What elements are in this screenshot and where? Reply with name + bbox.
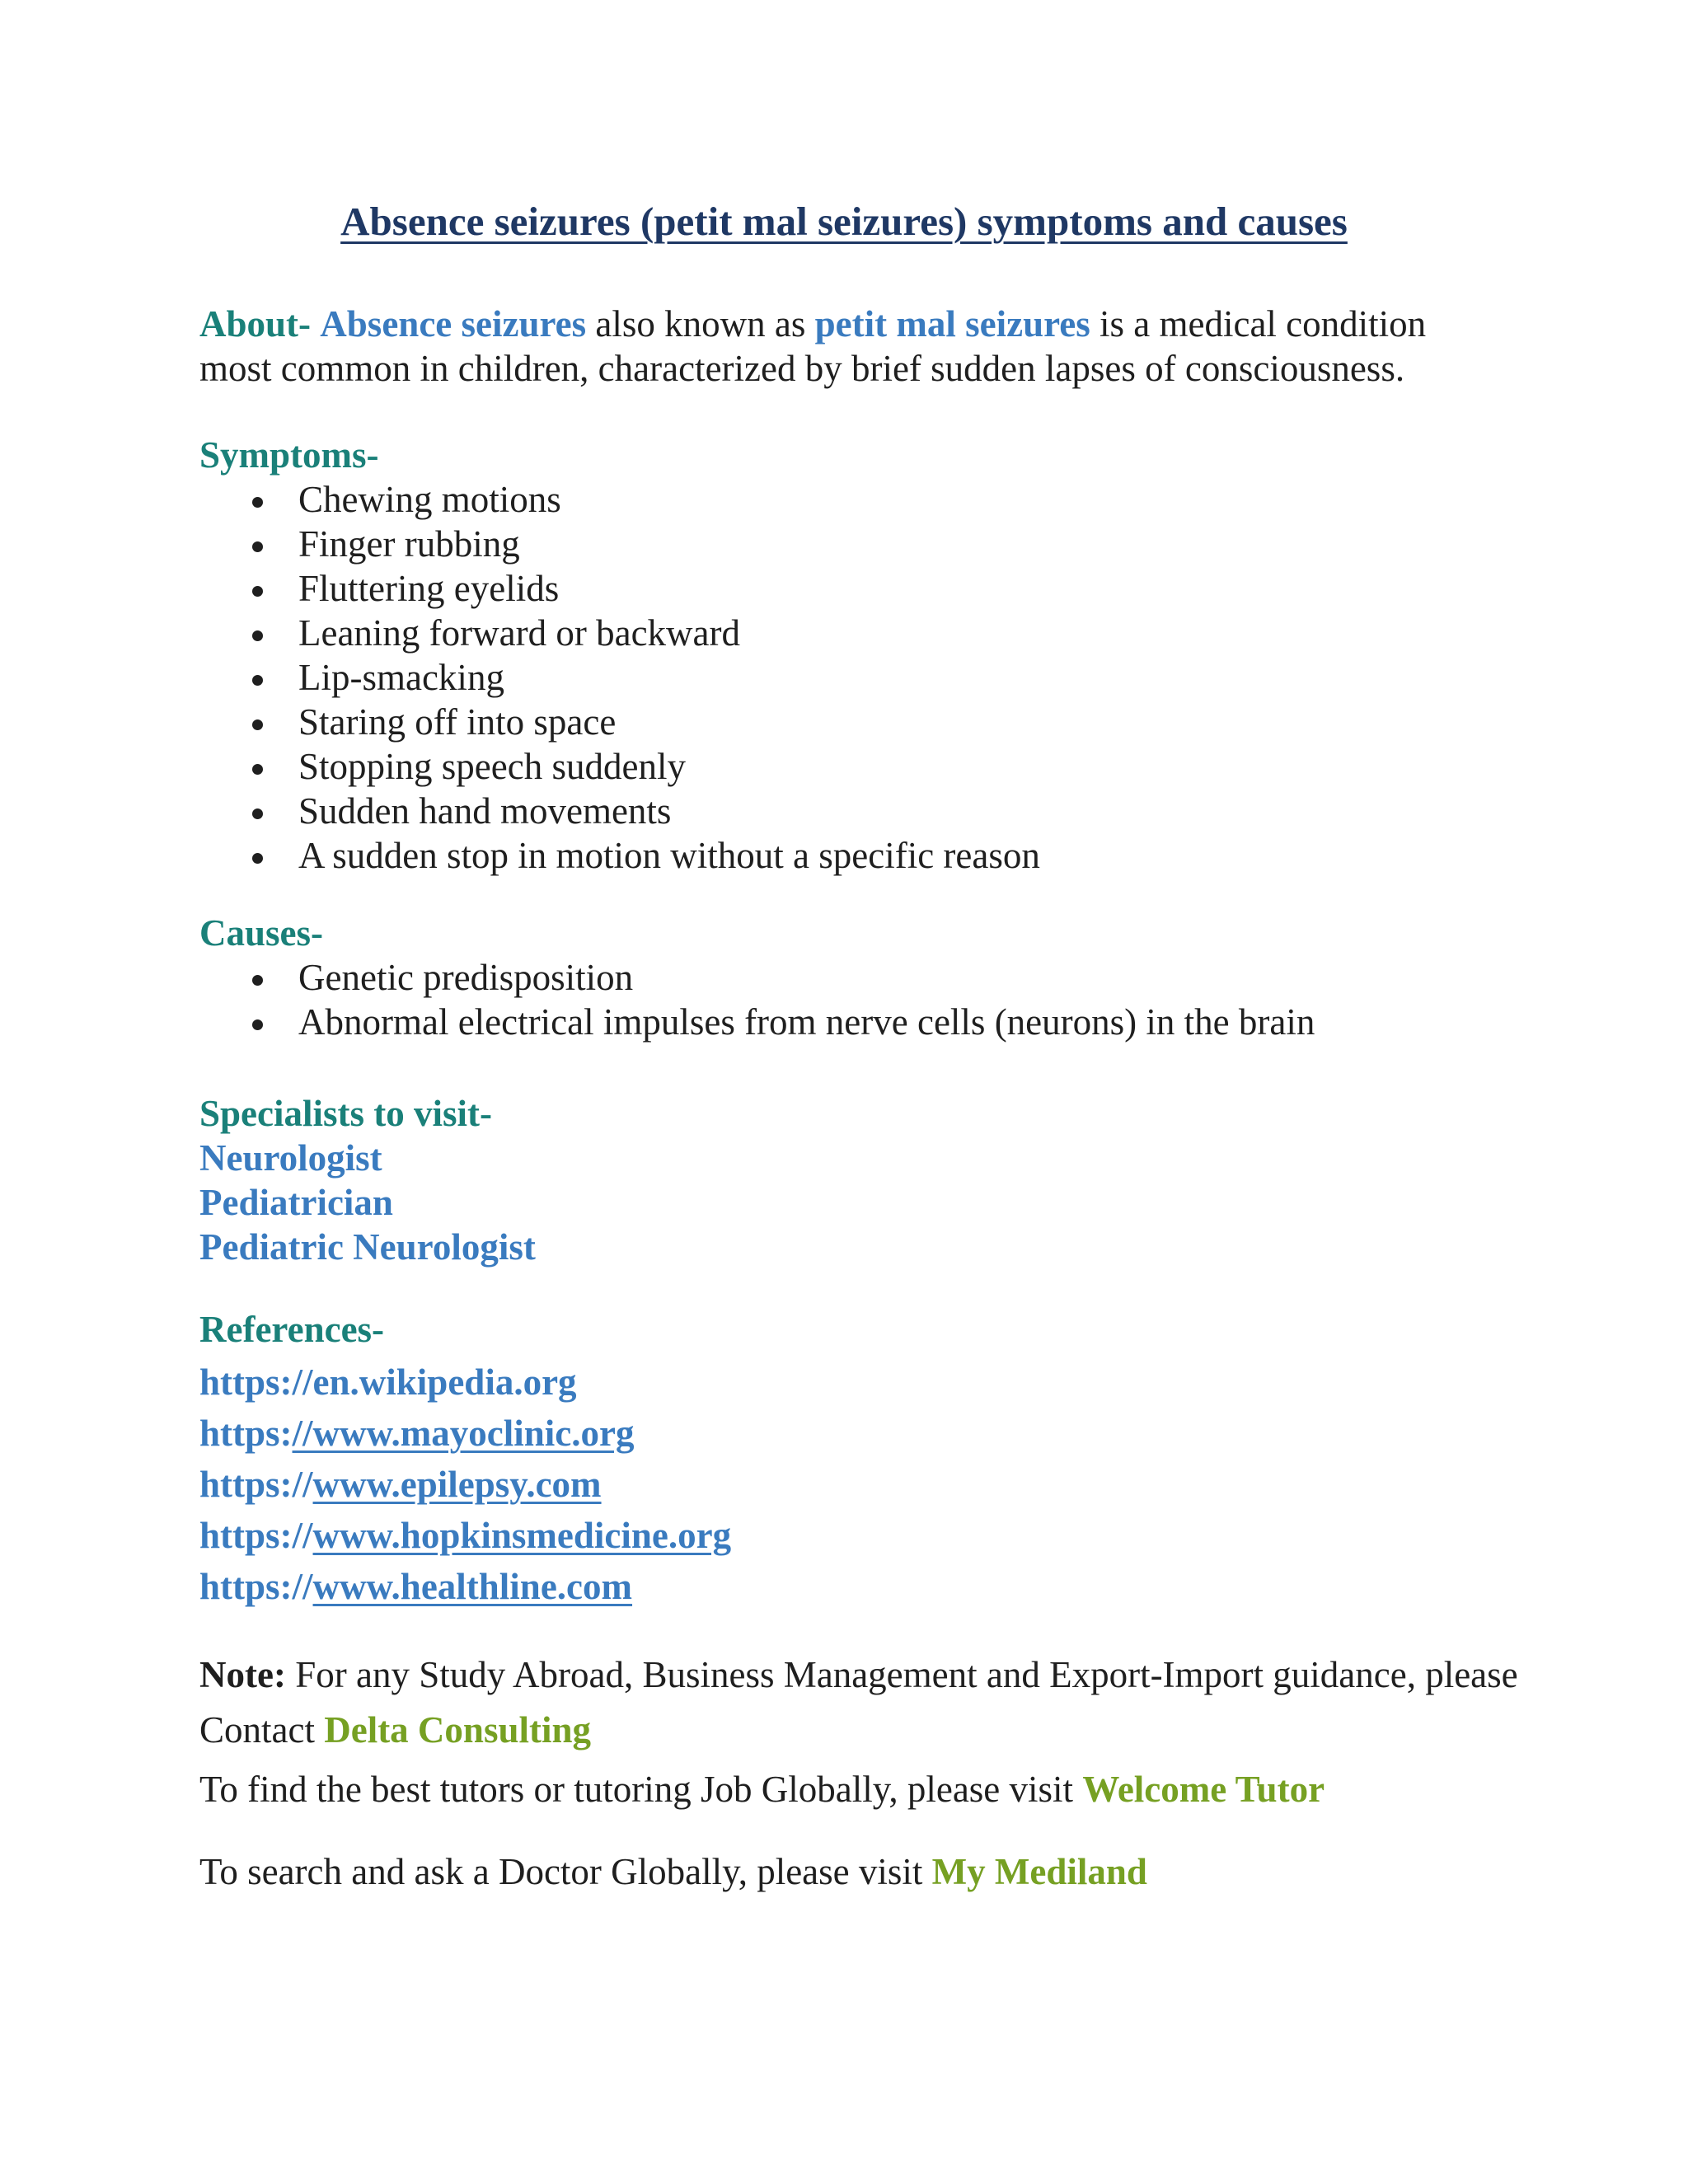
about-text-1: also known as: [586, 303, 815, 344]
symptoms-heading: Symptoms-: [199, 434, 379, 476]
list-item: Sudden hand movements: [199, 789, 1040, 833]
specialists-heading: Specialists to visit-: [199, 1093, 492, 1134]
reference-prefix: https://: [199, 1515, 313, 1556]
reference-link-healthline[interactable]: [199, 1561, 731, 1612]
reference-underlined: www.epilepsy.com: [312, 1464, 602, 1505]
page-title: Absence seizures (petit mal seizures) symptoms and causes: [340, 199, 1348, 244]
my-mediland-link[interactable]: My Mediland: [931, 1851, 1147, 1892]
list-item: Stopping speech suddenly: [199, 744, 1040, 789]
causes-heading: Causes-: [199, 912, 324, 954]
reference-underlined: www.hopkinsmedicine.org: [312, 1515, 732, 1556]
reference-link-mayoclinic[interactable]: [199, 1408, 731, 1459]
reference-underlined: www.healthline.com: [312, 1566, 633, 1607]
list-item: Finger rubbing: [199, 522, 1040, 566]
note-paragraph: [199, 1647, 1518, 1758]
list-item: Chewing motions: [199, 477, 1040, 522]
list-item: Leaning forward or backward: [199, 611, 1040, 655]
specialist-pediatric-neurologist: Pediatric Neurologist: [199, 1226, 536, 1268]
about-term-petit-mal: petit mal seizures: [814, 303, 1090, 344]
reference-prefix: https://en.wikipedia.org: [199, 1361, 577, 1403]
reference-link-wikipedia[interactable]: [199, 1357, 731, 1408]
list-item: Genetic predisposition: [199, 955, 1315, 1000]
symptoms-list: [199, 477, 1040, 878]
list-item: Fluttering eyelids: [199, 566, 1040, 611]
about-paragraph: [199, 302, 1502, 391]
note-text-2: To find the best tutors or tutoring Job Globally, please visit: [199, 1769, 1083, 1810]
reference-prefix: https://: [199, 1566, 313, 1607]
reference-prefix: https:: [199, 1413, 293, 1454]
welcome-tutor-link[interactable]: Welcome Tutor: [1082, 1769, 1325, 1810]
reference-link-hopkinsmedicine[interactable]: [199, 1510, 731, 1561]
tutor-paragraph: [199, 1762, 1518, 1817]
about-term-absence: Absence seizures: [320, 303, 587, 344]
list-item: A sudden stop in motion without a specific reason: [199, 833, 1040, 878]
note-text-1: For any Study Abroad, Business Management and Export-Import guidance, please Contact: [199, 1654, 1518, 1750]
specialist-pediatrician: Pediatrician: [199, 1182, 393, 1223]
references-heading: References-: [199, 1309, 385, 1350]
doctor-paragraph: [199, 1844, 1518, 1900]
list-item: Lip-smacking: [199, 655, 1040, 700]
references-list: [199, 1357, 731, 1612]
specialists-list: [199, 1136, 536, 1269]
specialist-neurologist: Neurologist: [199, 1137, 382, 1179]
list-item: Abnormal electrical impulses from nerve cells (neurons) in the brain: [199, 1000, 1315, 1044]
reference-link-epilepsy[interactable]: [199, 1459, 731, 1510]
causes-list: [199, 955, 1315, 1044]
list-item: Staring off into space: [199, 700, 1040, 744]
note-text-3: To search and ask a Doctor Globally, please visit: [199, 1851, 932, 1892]
reference-prefix: https://: [199, 1464, 313, 1505]
reference-underlined: //www.mayoclinic.org: [292, 1413, 635, 1454]
note-label: Note:: [199, 1654, 286, 1695]
about-text-2: is a medical condition most common in children, characterized by brief sudden lapses of consciousness.: [199, 303, 1427, 389]
delta-consulting-link[interactable]: Delta Consulting: [324, 1709, 592, 1750]
about-label: About-: [199, 303, 312, 344]
